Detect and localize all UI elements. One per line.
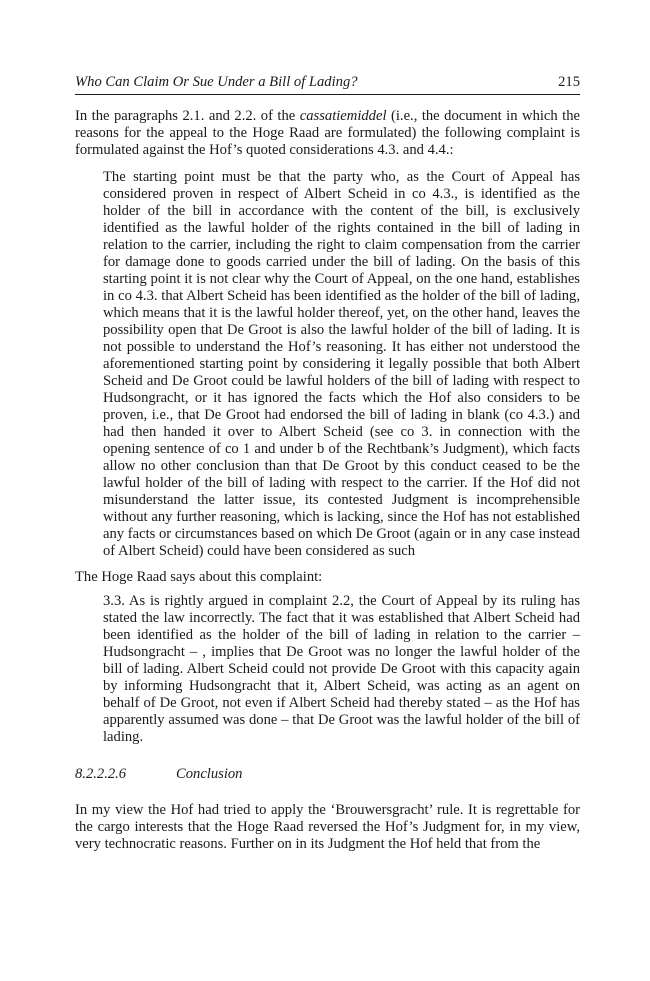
section-number: 8.2.2.2.6 [75, 766, 127, 782]
header-rule [75, 94, 580, 95]
intro-paragraph [75, 108, 580, 159]
running-title: Who Can Claim Or Sue Under a Bill of Lading? [75, 74, 358, 90]
block-quote-complaint: The starting point must be that the party who, as the Court of Appeal has considered proven in respect of Albert Scheid in co 4.3., is identified as the holder of the bill in accordance with the content of the bill, is exclusively identified as the lawful holder of the rights contained in the bill of lading in relation to the carrier, including the right to claim compensation from the carrier for damage done to goods carried under the bill of lading. On the basis of this starting point it is not clear why the Court of Appeal, on the one hand, establishes in co 4.3. that Albert Scheid has been identified as the holder of the bill of lading, which means that it is the lawful holder thereof, yet, on the other hand, leaves the possibility open that De Groot is also the lawful holder of the bill of lading. It is not possible to understand the Hof’s reasoning. It has either not understood the aforementioned starting point by considering it legally possible that both Albert Scheid and De Groot could be lawful holders of the bill of lading with respect to Hudsongracht, or it has ignored the facts which the Hof also considers to be proven, i.e., that De Groot had endorsed the bill of lading in blank (co 4.3.) and had then handed it over to Albert Scheid (see co 3. in connection with the opening sentence of co 1 and under b of the Rechtbank’s Judgment), which facts allow no other conclusion than that De Groot by this conduct ceased to be the lawful holder of the bill of lading with respect to the carrier. If the Hof did not misunderstand the latter issue, its contested Judgment is incomprehensible without any further reasoning, which is lacking, since the Hof has not established any facts or circumstances based on which De Groot (again or in any case instead of Albert Scheid) could have been considered as such [103, 169, 580, 559]
block-quote-hoge-raad: 3.3. As is rightly argued in complaint 2.2, the Court of Appeal by its ruling has stated the law incorrectly. The fact that it was established that Albert Scheid had been identified as the holder of the bill of lading in relation to the carrier – Hudsongracht – , implies that De Groot was no longer the lawful holder of the bill of lading. Albert Scheid could not provide De Groot with this capacity again by informing Hudsongracht that it, Albert Scheid, was acting as an agent on behalf of De Groot, not even if Albert Scheid had thereby stated – as the Hof has apparently assumed was done – that De Groot was the lawful holder of the bill of lading. [103, 593, 580, 745]
closing-paragraph: In my view the Hof had tried to apply the ‘Brouwersgracht’ rule. It is regrettable for the cargo interests that the Hoge Raad reversed the Hof’s Judgment for, in my view, very technocratic reasons. Further on in its Judgment the Hof held that from the [75, 802, 580, 852]
intro-text-end: (i.e., the document in which the reasons for the appeal to the Hoge Raad are formulated) the following complaint is formulated against the Hof’s quoted considerations 4.3. and 4.4.: [75, 108, 581, 158]
transition-paragraph: The Hoge Raad says about this complaint: [75, 569, 323, 585]
intro-italic-term: cassatiemiddel [299, 108, 387, 124]
section-title: Conclusion [176, 766, 243, 782]
intro-text-start: In the paragraphs 2.1. and 2.2. of the [75, 108, 300, 124]
page-number: 215 [558, 74, 580, 90]
section-heading [75, 766, 580, 783]
running-header [75, 73, 580, 91]
body-text [75, 108, 580, 853]
